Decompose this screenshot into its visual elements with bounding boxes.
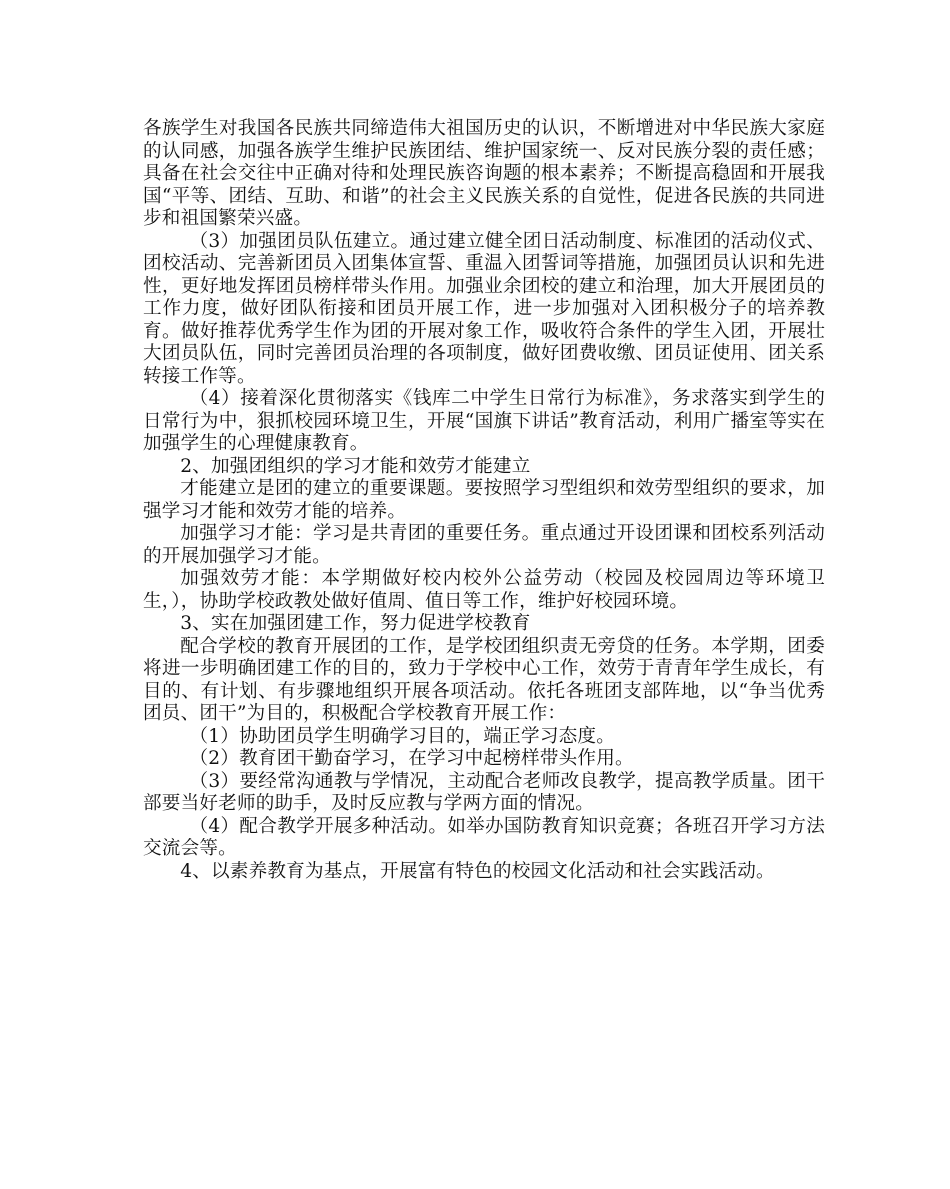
paragraph-ethnic-unity: 各族学生对我国各民族共同缔造伟大祖国历史的认识，不断增进对中华民族大家庭的认同感，加强各族学生维护民族团结、维护国家统一、反对民族分裂的责任感；具备在社会交往中正确对待和处理民族咨询题的根本素养；不断提高稳固和开展我国“平等、团结、互助、和谐”的社会主义民族关系的自觉性，促进各民族的共同进步和祖国繁荣兴盛。 <box>143 118 825 229</box>
list-item-1: （1）协助团员学生明确学习目的，端正学习态度。 <box>189 725 615 747</box>
paragraph-capability-building: 才能建立是团的建立的重要课题。要按照学习型组织和效劳型组织的要求，加强学习才能和效劳才能的培养。 <box>143 478 825 522</box>
list-item-3: （3）要经常沟通教与学情况，主动配合老师改良教学，提高教学质量。团干部要当好老师的助手，及时反应教与学两方面的情况。 <box>143 770 825 814</box>
list-item-4: （4）配合教学开展多种活动。如举办国防教育知识竞赛；各班召开学习方法交流会等。 <box>143 815 825 859</box>
section-heading-2: 2、加强团组织的学习才能和效劳才能建立 <box>180 455 531 477</box>
paragraph-school-education: 配合学校的教育开展团的工作，是学校团组织责无旁贷的任务。本学期，团委将进一步明确团建工作的目的，致力于学校中心工作，效劳于青青年学生成长，有目的、有计划、有步骤地组织开展各项活动。依托各班团支部阵地，以“争当优秀团员、团干”为目的，积极配合学校教育开展工作： <box>143 635 825 724</box>
paragraph-item-3-member-building: （3）加强团员队伍建立。通过建立健全团日活动制度、标准团的活动仪式、团校活动、完善新团员入团集体宣誓、重温入团誓词等措施，加强团员认识和先进性，更好地发挥团员榜样带头作用。加强业余团校的建立和治理，加大开展团员的工作力度，做好团队衔接和团员开展工作，进一步加强对入团积极分子的培养教育。做好推荐优秀学生作为团的开展对象工作，吸收符合条件的学生入团，开展壮大团员队伍，同时完善团员治理的各项制度，做好团费收缴、团员证使用、团关系转接工作等。 <box>143 230 825 387</box>
paragraph-item-4-behavior-standard: （4）接着深化贯彻落实《钱库二中学生日常行为标准》，务求落实到学生的日常行为中，狠抓校园环境卫生，开展“国旗下讲话”教育活动，利用广播室等实在加强学生的心理健康教育。 <box>143 388 825 454</box>
paragraph-service-ability: 加强效劳才能：本学期做好校内校外公益劳动（校园及校园周边等环境卫生，），协助学校政教处做好值周、值日等工作，维护好校园环境。 <box>143 568 825 612</box>
document-body <box>143 118 825 883</box>
paragraph-learning-ability: 加强学习才能：学习是共青团的重要任务。重点通过开设团课和团校系列活动的开展加强学习才能。 <box>143 523 825 567</box>
list-item-2: （2）教育团干勤奋学习，在学习中起榜样带头作用。 <box>189 748 634 769</box>
section-heading-4: 4、以素养教育为基点，开展富有特色的校园文化活动和社会实践活动。 <box>180 860 775 882</box>
section-heading-3: 3、实在加强团建工作，努力促进学校教育 <box>180 613 531 634</box>
